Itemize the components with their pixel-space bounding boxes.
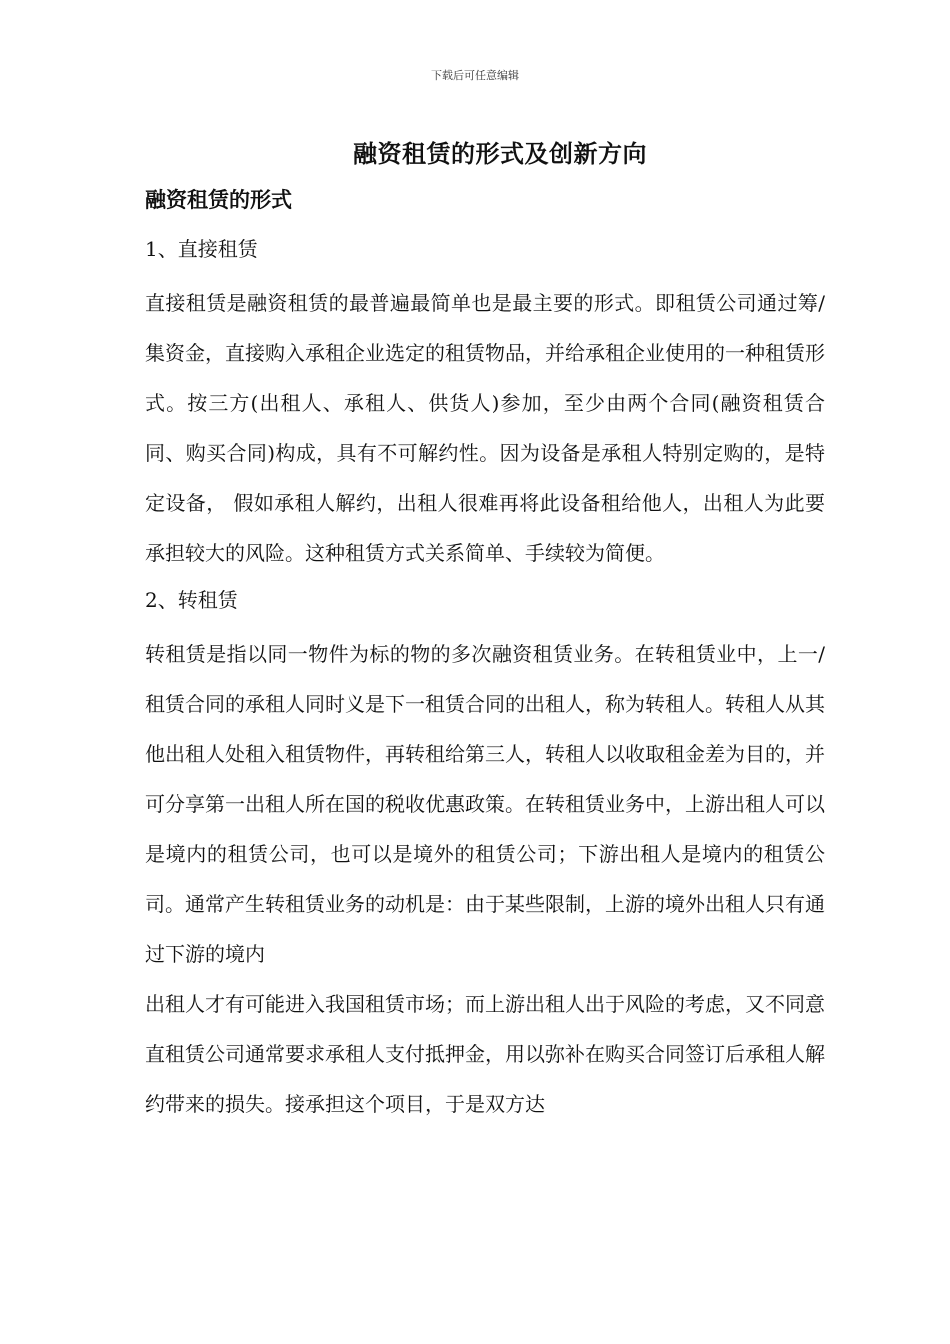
paragraph-direct-lease: 直接租赁是融资租赁的最普遍最简单也是最主要的形式。即租赁公司通过筹/集资金，直接购入承租企业选定的租赁物品，并给承租企业使用的一种租赁形式。按三方(出租人、承租人、供货人)参加，至少由两个合同(融资租赁合同、购买合同)构成，具有不可解约性。因为设备是承租人特别定购的，是特定设备， 假如承租人解约，出租人很难再将此设备租给他人，出租人为此要承担较大的风险。这种租赁方式关系简单、手续较为简便。: [145, 291, 825, 565]
document-body: [145, 180, 825, 1129]
page-header: 下载后可任意编辑: [431, 69, 519, 82]
item-heading-direct-lease: 1、直接租赁: [145, 237, 258, 261]
paragraph-sublease-continued: 出租人才有可能进入我国租赁市场；而上游出租人出于风险的考虑，又不同意直租赁公司通常要求承租人支付抵押金，用以弥补在购买合同签订后承租人解约带来的损失。接承担这个项目，于是双方达: [145, 992, 825, 1116]
item-heading-sublease: 2、转租赁: [145, 588, 238, 612]
section-heading: 融资租赁的形式: [145, 187, 292, 212]
document-title: 融资租赁的形式及创新方向: [353, 139, 647, 168]
paragraph-sublease: 转租赁是指以同一物件为标的物的多次融资租赁业务。在转租赁业中，上一/租赁合同的承租人同时义是下一租赁合同的出租人，称为转租人。转租人从其他出租人处租入租赁物件，再转租给第三人，转租人以收取租金差为目的，并可分享第一出租人所在国的税收优惠政策。在转租赁业务中，上游出租人可以是境内的租赁公司，也可以是境外的租赁公司；下游出租人是境内的租赁公司。通常产生转租赁业务的动机是：由于某些限制，上游的境外出租人只有通过下游的境内: [145, 642, 825, 966]
